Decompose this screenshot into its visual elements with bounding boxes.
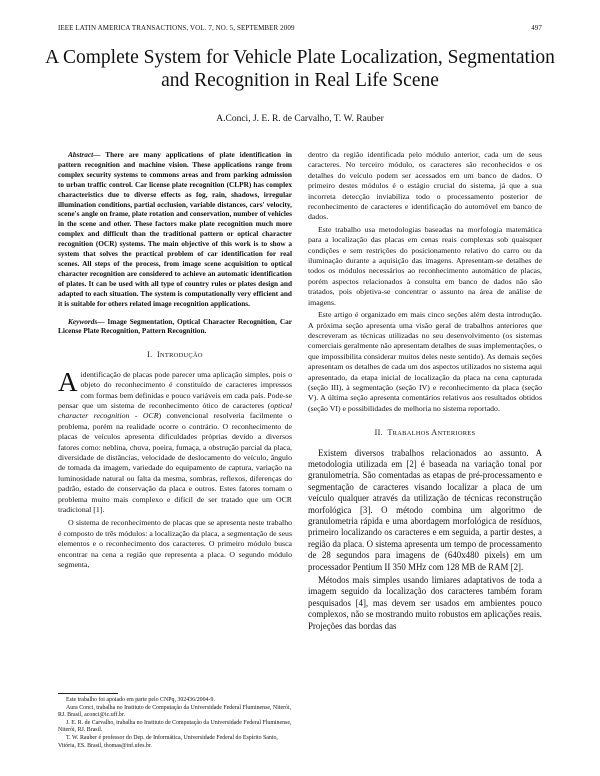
journal-name: IEEE LATIN AMERICA TRANSACTIONS, VOL. 7, NO. 5, SEPTEMBER 2009 — [58, 24, 295, 32]
footnote-rule — [58, 693, 118, 694]
section-title-initial: I — [157, 350, 160, 360]
paper-title: A Complete System for Vehicle Plate Localization, Segmentation and Recognition in Real Life Scene — [45, 47, 555, 91]
footnote-funding: Este trabalho foi apoiado em parte pelo CNPq, 302436/2004-9. — [66, 697, 215, 703]
left-column — [58, 150, 292, 572]
footnotes — [58, 693, 292, 750]
intro-paragraph-2: O sistema de reconhecimento de placas que se apresenta neste trabalho é composto de três módulos: a localização da placa, a segmentação de seus elementos e o reconhecimento dos caracteres. O primeiro módulo busca encontrar na cena a região que representa a placa. O segundo módulo segmenta, — [58, 518, 292, 570]
section-number: I. — [147, 350, 153, 360]
footnote-author-1: Aura Conci, trabalha no Instituto de Computação da Universidade Federal Fluminense, Niterói, RJ. Brasil, aconci@ic.uff.br. — [58, 704, 292, 719]
previous-work-text — [308, 448, 542, 633]
running-head — [58, 24, 542, 32]
previous-work-paragraph-1: Existem diversos trabalhos relacionados ao assunto. A metodologia utilizada em [2] é baseada na variação tonal por granulometria. São comentadas as etapas de pré-processamento e segmentação de caracteres visando localizar a placa de um veículo qualquer através da utilização de técnicas reconstrução morfológica [3]. O método combina um algoritmo de granulometria rápida e uma abordagem morfológica de resíduos, primeiro localizando os caracteres e em seguida, a partir destes, a região da placa. O sistema apresenta um tempo de processamento de 28 segundos para imagens de (640x480 pixels) em um processador Pentium II 350 MHz com 128 MB de RAM [2]. — [308, 447, 542, 572]
drop-cap: A — [58, 366, 78, 397]
intro-paragraph-continued: dentro da região identificada pelo módulo anterior, cada um de seus caracteres. No terceiro módulo, os caracteres são reconhecidos e os detalhes do veículo podem ser acessados em um banco de dados. O primeiro destes módulos é o estágio crucial do sistema, já que a sua incorreta detecção inviabiliza todo o processamento posterior de reconhecimento de caracteres e identificação do automóvel em banco de dados. — [308, 150, 542, 222]
intro-paragraph-1 — [58, 366, 292, 516]
section-title-initial-2: A — [431, 428, 438, 438]
footnote-author-3: T. W. Rauber é professor do Dep. de Informática, Universidade Federal do Espírito Santo, Vitória, ES. Brasil, thomas@inf.ufes.br. — [58, 734, 278, 749]
intro-p1-emphasis: optical character recognition - OCR — [58, 400, 292, 421]
section-heading-introduction — [58, 350, 292, 361]
abstract-text: — There are many applications of plate identification in pattern recognition and machine vision. These applications range from complex security systems to commons areas and from parking admission to urban traffic control. Car license plate recognition (CLPR) has complex characteristics due to diverse effects as fog, rain, shadows, irregular illumination conditions, partial occlusion, variable distances, cars' velocity, scene's angle on frame, plate rotation and conservation, number of vehicles in the scene and other. These factors make plate recognition much more complex and difficult than the traditional pattern or optical character recognition (OCR) systems. The main objective of this work is to show a system that solves the practical problem of car identification for real scenes. All steps of the process, from image scene acquisition to optical character recognition are considered to achieve an automatic identification of plates. It can be used with all type of country rules or plates design and adapted to each situation. The system is computationally very efficient and it is suitable for others related image recognition applications. — [58, 150, 292, 308]
section-title-mid: RABALHOS — [392, 430, 432, 438]
abstract-label: Abstract — [68, 150, 94, 159]
intro-p1-part-b: ) convencional resolveria facilmente o problema, porém na realidade ocorre o contrário. O reconhecimento de placas de veículos apresenta dificuldades próprias devido a diversos fatores como: neblina, chuva, poeira, fumaça, a obstrução parcial da placa, diversidade de distâncias, velocidade de deslocamento do veículo, ângulo de tomada da imagem, variedade do equipamento de captura, variação na luminosidade natural ou falta da mesma, sombras, reflexos, diferenças do padrão, estado de conservação da placa e outros. Estes fatores tornam o problema muito mais complexo e difícil de ser tratado que um OCR tradicional [1]. — [58, 411, 292, 514]
abstract — [58, 150, 292, 309]
previous-work-paragraph-2: Métodos mais simples usando limiares adaptativos de toda a imagem seguido da localização dos caracteres também foram pesquisados [4], mas devem ser usados em ambientes pouco complexos, não se mostrando muito robustos em aplicações reais. Projeções das bordas das — [308, 575, 542, 631]
intro-paragraph-3: Este trabalho usa metodologias baseadas na morfologia matemática para a localização das placas em cenas reais complexas sob quaisquer condições e sem restrições do posicionamento relativo do carro ou da iluminação durante a aquisição das imagens. Apresentam-se detalhes de todos os módulos necessários ao reconhecimento automático de placas, porém aspectos relacionados à consulta em banco de dados não são tratados, pois objetiva-se concentrar o assunto na área de análise de imagens. — [308, 224, 542, 307]
right-column — [308, 150, 542, 634]
section-heading-previous-work — [308, 428, 542, 439]
section-title-rest: NTERIORES — [437, 430, 476, 438]
keywords-text: — Image Segmentation, Optical Character Recognition, Car License Plate Recognition, Pattern Recognition. — [58, 316, 292, 336]
footnote-author-2: J. E. R. de Carvalho, trabalha no Instituto de Computação da Universidade Federal Fluminense, Niterói, RJ. Brasil. — [58, 719, 292, 734]
intro-paragraph-4: Este artigo é organizado em mais cinco seções além desta introdução. A próxima seção apresenta uma visão geral de trabalhos anteriores que descreveram as técnicas utilizadas no seu desenvolvimento (os sistemas comerciais geralmente não apresentam detalhes de suas implementações, o que impossibilita considerar muitos deles neste sentido). As demais seções apresentam os detalhes de cada um dos aspectos utilizados no sistema aqui apresentado, da etapa inicial de localização da placa na cena capturada (seção III), à segmentação (seção IV) e reconhecimento da placa (seção V). A última seção apresenta comentários relativos aos resultados obtidos (seção VI) e possibilidades de melhoria no sistema reportado. — [308, 310, 542, 413]
keywords-label: Keywords — [68, 316, 98, 326]
intro-p1-part-a: identificação de placas pode parecer uma aplicação simples, pois o objeto do reconhecimento é constituído de caracteres impressos com formas bem definidas e pouco variáveis em cada país. Pode-se pensar que um sistema de reconhecimento ótico de caracteres ( — [58, 369, 292, 410]
keywords — [58, 317, 292, 337]
paper-authors: A.Conci, J. E. R. de Carvalho, T. W. Rauber — [216, 114, 384, 124]
section-title-initial: T — [387, 428, 393, 438]
section-number: II. — [374, 428, 383, 438]
section-title-rest: NTRODUÇÃO — [160, 352, 203, 360]
page-number: 497 — [531, 24, 542, 32]
